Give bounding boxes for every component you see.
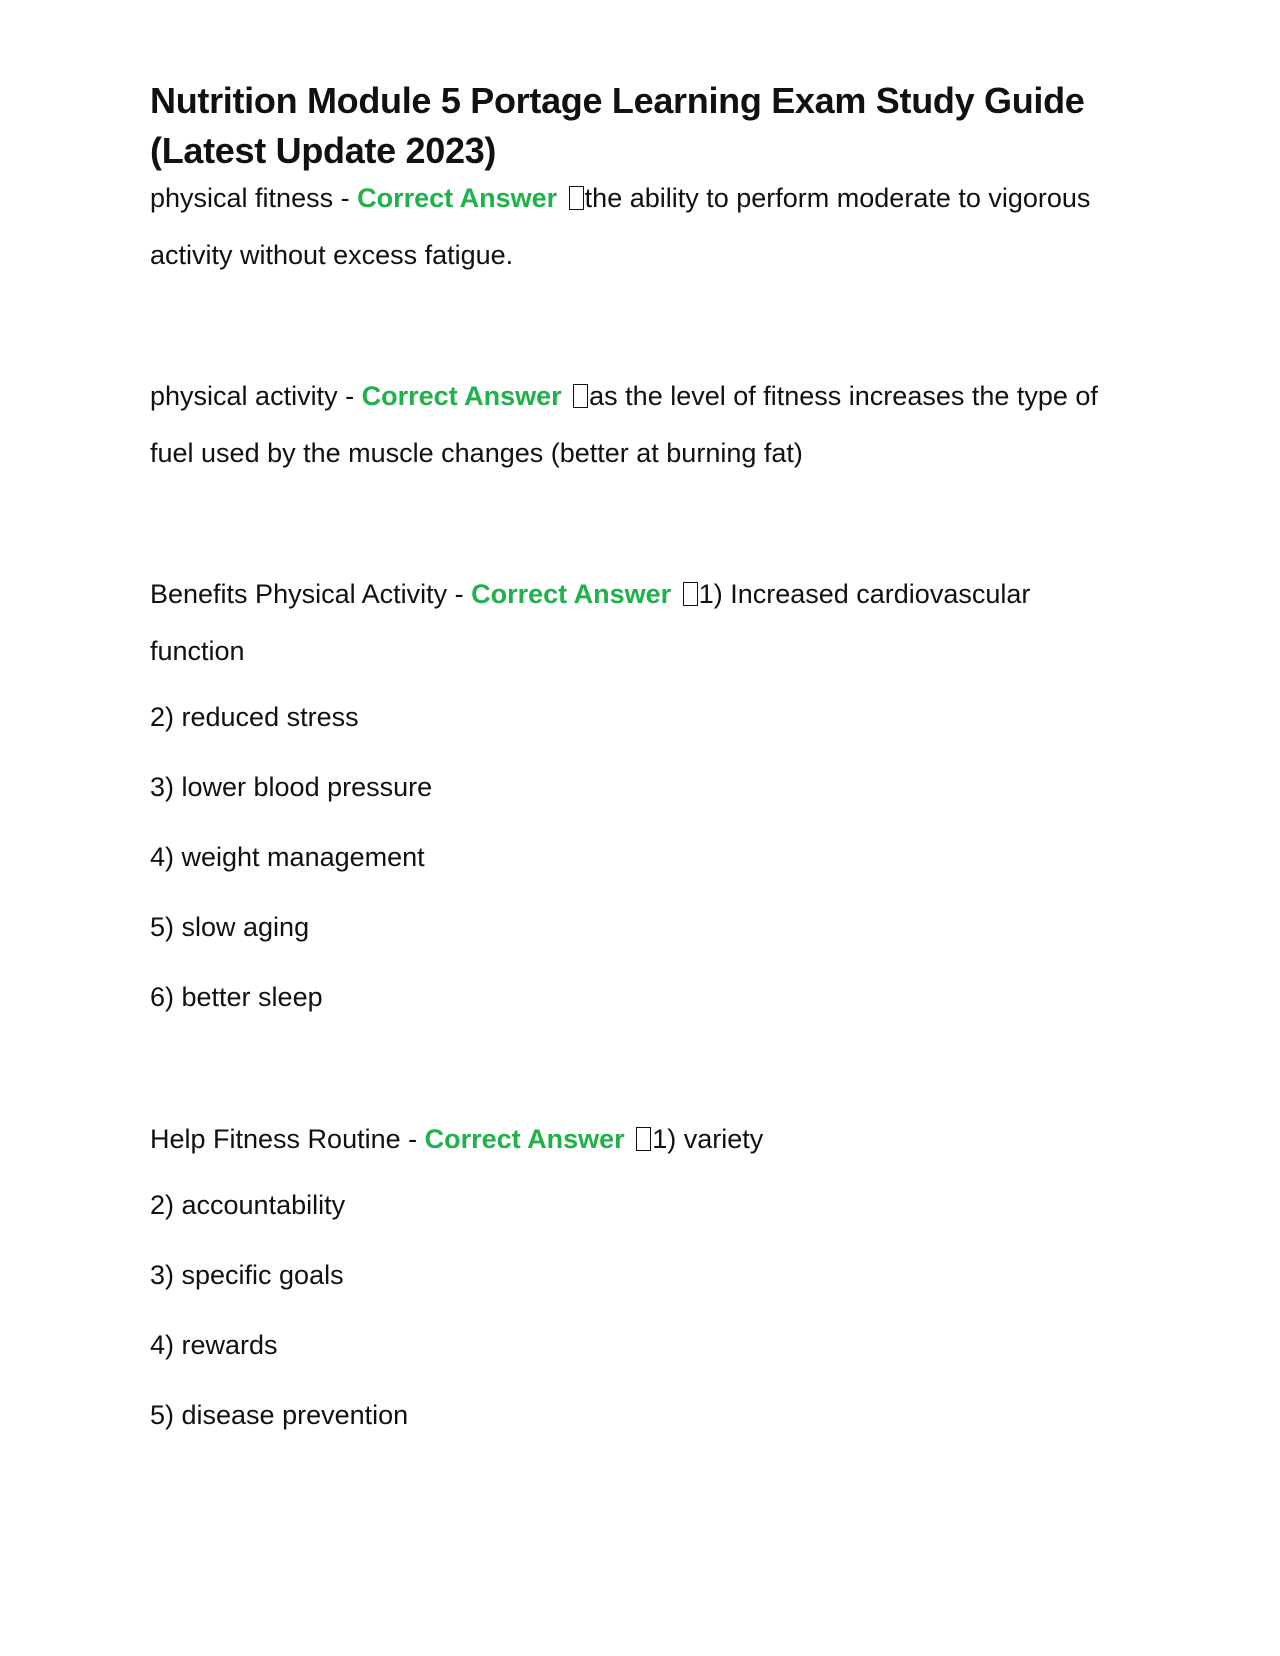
section-gap <box>150 1013 1130 1111</box>
qa-line <box>150 1111 1130 1168</box>
document-title: Nutrition Module 5 Portage Learning Exam Study Guide (Latest Update 2023) <box>150 80 1085 171</box>
checkbox-glyph-icon <box>569 186 584 210</box>
separator: - <box>337 381 362 411</box>
list-item: 6) better sleep <box>150 982 323 1012</box>
list-item: 4) weight management <box>150 842 425 872</box>
term: Benefits Physical Activity <box>150 579 448 609</box>
term: physical fitness <box>150 183 334 213</box>
document-page <box>150 76 1130 1431</box>
correct-answer-label: Correct Answer <box>471 579 672 609</box>
qa-line <box>150 566 1130 680</box>
list-item: 3) specific goals <box>150 1260 344 1290</box>
checkbox-glyph-icon <box>636 1127 651 1151</box>
qa-line <box>150 368 1130 482</box>
answer-text: as the level of fitness increases the type of fuel used by the muscle changes (better at burning fat) <box>150 381 1098 468</box>
correct-answer-label: Correct Answer <box>361 381 562 411</box>
separator: - <box>333 183 358 213</box>
answer-text: the ability to perform moderate to vigorous activity without excess fatigue. <box>150 183 1091 270</box>
list-item: 3) lower blood pressure <box>150 772 433 802</box>
term: physical activity <box>150 381 338 411</box>
list-item: 2) accountability <box>150 1190 346 1220</box>
list-item: 5) slow aging <box>150 912 310 942</box>
qa-entry <box>150 566 1130 1013</box>
separator: - <box>447 579 472 609</box>
answer-text: 1) Increased cardiovascular function <box>150 579 1031 666</box>
qa-line <box>150 170 1130 284</box>
checkbox-glyph-icon <box>683 582 698 606</box>
term: Help Fitness Routine <box>150 1124 401 1154</box>
section-gap <box>150 284 1130 368</box>
list-item: 2) reduced stress <box>150 702 359 732</box>
checkbox-glyph-icon <box>573 384 588 408</box>
list-item: 4) rewards <box>150 1330 278 1360</box>
correct-answer-label: Correct Answer <box>424 1124 625 1154</box>
qa-entry <box>150 170 1130 284</box>
correct-answer-label: Correct Answer <box>357 183 558 213</box>
list-item: 5) disease prevention <box>150 1400 409 1430</box>
separator: - <box>400 1124 425 1154</box>
qa-entry <box>150 368 1130 482</box>
answer-text: 1) variety <box>652 1124 764 1154</box>
section-gap <box>150 482 1130 566</box>
qa-entry <box>150 1111 1130 1431</box>
